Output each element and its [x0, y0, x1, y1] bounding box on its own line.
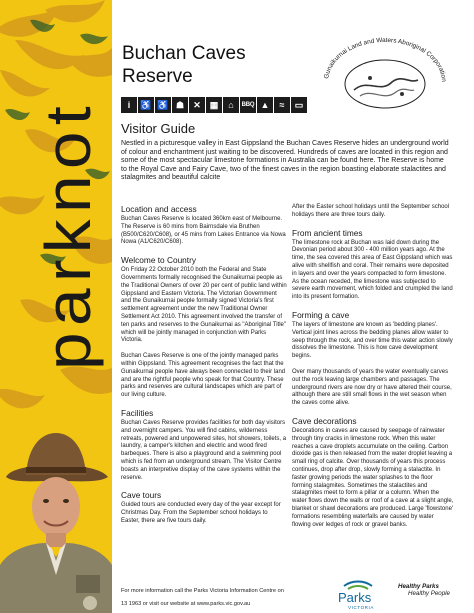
bbq-icon: BBQ — [240, 97, 256, 113]
tagline-line-1: Healthy Parks — [398, 583, 439, 590]
facility-icons — [121, 97, 307, 113]
easter-text: After the Easter school holidays until the September school holidays there are three tours daily. — [292, 204, 450, 218]
caravan-icon: ▭ — [291, 97, 307, 113]
aboriginal-corporation-seal — [310, 22, 460, 110]
forming-cave-heading: Forming a cave — [292, 309, 350, 320]
welcome-heading: Welcome to Country — [121, 255, 197, 266]
ancient-times-text: The limestone rock at Buchan was laid down during the Devonian period about 300 - 400 million years ago. At the time, the sea covered this area of East Gippsland which was alive with shellfish and coral. Their remains were deposited in layers and over the years compacted to form limestone. As the ocean receded, the limestone was subjected to severe earth movement, which folded and crumpled the land into its present formation. — [292, 239, 453, 301]
no-dogs-icon: ✕ — [189, 97, 205, 113]
walking-icon: ☗ — [172, 97, 188, 113]
side-band — [0, 0, 112, 613]
ancient-times-heading: From ancient times — [292, 227, 363, 238]
footer-line-2: 13 1963 or visit our website at www.parks.vic.gov.au — [121, 601, 251, 607]
camping-icon: ▲ — [257, 97, 273, 113]
forming-cave-text-2: Over many thousands of years the water eventually carves out the rock leaving large chambers and passages. The underground rivers are now dry or have altered their course, although there are still small flows in the wet season when the caves come alive. — [292, 368, 452, 407]
picnic-table-icon: ▦ — [206, 97, 222, 113]
cave-tours-heading: Cave tours — [121, 490, 162, 501]
footer-info — [121, 585, 284, 611]
visitor-guide-heading: Visitor Guide — [121, 121, 196, 136]
parknot-text: parknot — [32, 114, 104, 370]
parks-logo-sub: VICTORIA — [348, 605, 374, 610]
accessible-icon: ♿ — [155, 97, 171, 113]
cave-decorations-text: Decorations in caves are caused by seepage of rainwater through tiny cracks in limestone rock. When this water reaches a cave droplets accumulate on the ceiling. Carbon dioxide gas is then released from the water droplet leaving a small ring of calcite. Over thousands of years this process continues, drop after drop, slowly forming a stalactite. In faster growing periods the water splashes to the floor forming stalagmites. Sometimes the stalactites and stalagmites meet to form a pillar or a column. When the water flows down the walls or roof of a cave at a slight angle, blanket or shawl decorations are produced. Large 'flowstone' formations resembling waterfalls are caused by water flowing over ledges of rock or gravel banks. — [292, 427, 454, 528]
welcome-text-1: On Friday 22 October 2010 both the Federal and State Governments formally recognised the Gunaikurnai people as the Traditional Owners of over 20 per cent of public land within Gippsland and Eastern Victoria. The Victorian Government and the Gunaikurnai people formally signed Victoria's first settlement agreement under the new Traditional Owner Settlement Act 2010. This agreement involved the transfer of ten parks and reserves to the Gunaikurnai as "Aboriginal Title" which will be jointly managed in conjunction with Parks Victoria. — [121, 267, 287, 344]
seal-text: Gunaikurnai Land and Waters Aboriginal Corporation — [323, 36, 448, 83]
shelter-icon: ⌂ — [223, 97, 239, 113]
title-line-2: Reserve — [122, 66, 193, 87]
parknot-vertical-logo — [8, 92, 108, 372]
forming-cave-text-1: The layers of limestone are known as 'bedding planes'. Vertical joint lines across the bedding planes allow water to seep through the rock, and over time this water action slowly dissolves the limestone. This is how cave development begins. — [292, 321, 453, 360]
location-heading: Location and access — [121, 204, 197, 214]
welcome-text-2: Buchan Caves Reserve is one of the jointly managed parks within Gippsland. This agreement recognises the fact that the Gunaikurnai people have always been connected to their land and are the rightful people who speak for that Country. These parks and reserves are cultural landscapes which are part of our living culture. — [121, 353, 286, 399]
title-line-1: Buchan Caves — [122, 43, 246, 64]
facilities-text: Buchan Caves Reserve provides facilities for both day visitors and overnight campers. You will find cabins, wilderness retreats, powered and unpowered sites, hot showers, toilets, a laundry, a camper's kitchen and electric and wood fired barbeques. There is also a playground and a swimming pool which is fed from an underground stream. The Visitor Centre boasts an interpretive display of the cave systems within the reserve. — [121, 419, 287, 481]
footer-line-1: For more information call the Parks Victoria Information Centre on — [121, 588, 284, 594]
left-column — [121, 204, 287, 534]
right-column — [292, 204, 454, 537]
intro-paragraph: Nestled in a picturesque valley in East Gippsland the Buchan Caves Reserve hides an underground world of colour and enchantment just waiting to be discovered. Hundreds of caves are located in this region and some of the most spectacular limestone formations in Australia can be found here. The Reserve is home to the Royal Cave and Fairy Cave, two of the finest caves in the region boasting elaborate stalactites and stalagmites and beautiful calcite — [121, 140, 449, 182]
toilets-icon: ♿ — [138, 97, 154, 113]
tagline-line-2: Healthy People — [408, 590, 450, 597]
healthy-parks-tagline — [398, 583, 450, 597]
swimming-icon: ≈ — [274, 97, 290, 113]
ranger-photo — [0, 425, 112, 613]
page-title — [122, 42, 246, 88]
facilities-heading: Facilities — [121, 407, 154, 418]
cave-tours-text: Guided tours are conducted every day of the year except for Christmas Day. From the September school holidays to Easter, there are five tours daily. — [121, 502, 281, 524]
parks-logo-word: Parks — [338, 590, 372, 605]
information-icon: i — [121, 97, 137, 113]
cave-decorations-heading: Cave decorations — [292, 415, 357, 426]
parks-victoria-logo — [336, 578, 384, 610]
location-text: Buchan Caves Reserve is located 360km east of Melbourne. The Reserve is 60 mins from Bairnsdale via Bruthen (B500/C620/C608), or 45 mins from Lakes Entrance via Nowa Nowa (A1/C620/C608). — [121, 216, 286, 246]
